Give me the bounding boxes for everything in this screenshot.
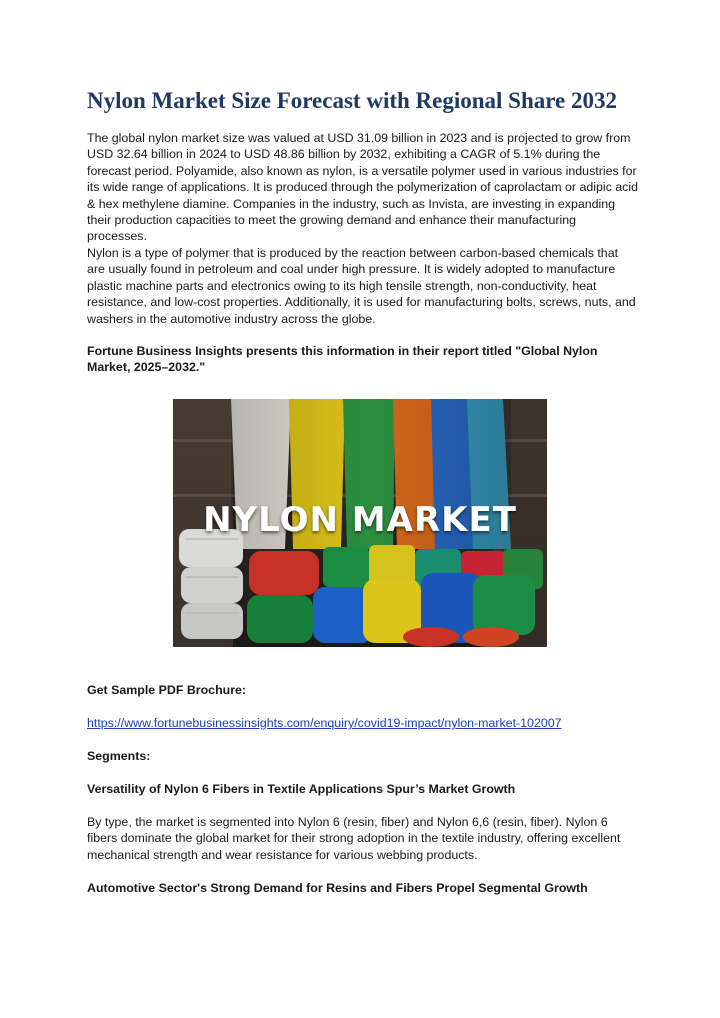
brochure-link[interactable]: https://www.fortunebusinessinsights.com/enquiry/covid19-impact/nylon-market-102007 (87, 716, 562, 730)
segment2-heading: Automotive Sector's Strong Demand for Resins and Fibers Propel Segmental Growth (87, 881, 588, 895)
brochure-label: Get Sample PDF Brochure: (87, 683, 247, 697)
segment1-body: By type, the market is segmented into Nylon 6 (resin, fiber) and Nylon 6,6 (resin, fiber). Nylon 6 fibers dominate the global market for their strong adoption in the textile industry, offering excellent mechanical strength and wear resistance for various webbing products. (87, 815, 621, 862)
nylon-market-hero-image (173, 399, 547, 647)
report-note: Fortune Business Insights presents this information in their report titled "Global Nylon Market, 2025–2032." (87, 344, 598, 375)
intro-paragraph: The global nylon market size was valued at USD 31.09 billion in 2023 and is projected to grow from USD 32.64 billion in 2024 to USD 48.86 billion by 2032, exhibiting a CAGR of 5.1% during the forecast period. Polyamide, also known as nylon, is a versatile polymer used in various industries for its wide range of applications. It is produced through the polymerization of caprolactam or adipic acid & hex methylene diamine. Companies in the industry, such as Invista, are investing in expanding their production capacities to meet the growing demand and enhance their manufacturing processes. (87, 131, 638, 244)
segments-heading: Segments: (87, 749, 151, 763)
page-title: Nylon Market Size Forecast with Regional Share 2032 (87, 88, 618, 113)
hero-caption: NYLON MARKET (203, 500, 517, 540)
segment1-heading: Versatility of Nylon 6 Fibers in Textile Applications Spur’s Market Growth (87, 782, 516, 796)
nylon-description-paragraph: Nylon is a type of polymer that is produced by the reaction between carbon-based chemicals that are usually found in petroleum and coal under high pressure. It is widely adopted to manufacture plastic machine parts and electronics owing to its high tensile strength, non-conductivity, heat resistance, and low-cost properties. Additionally, it is used for manufacturing bolts, screws, nuts, and washers in the automotive industry across the globe. (87, 246, 636, 326)
